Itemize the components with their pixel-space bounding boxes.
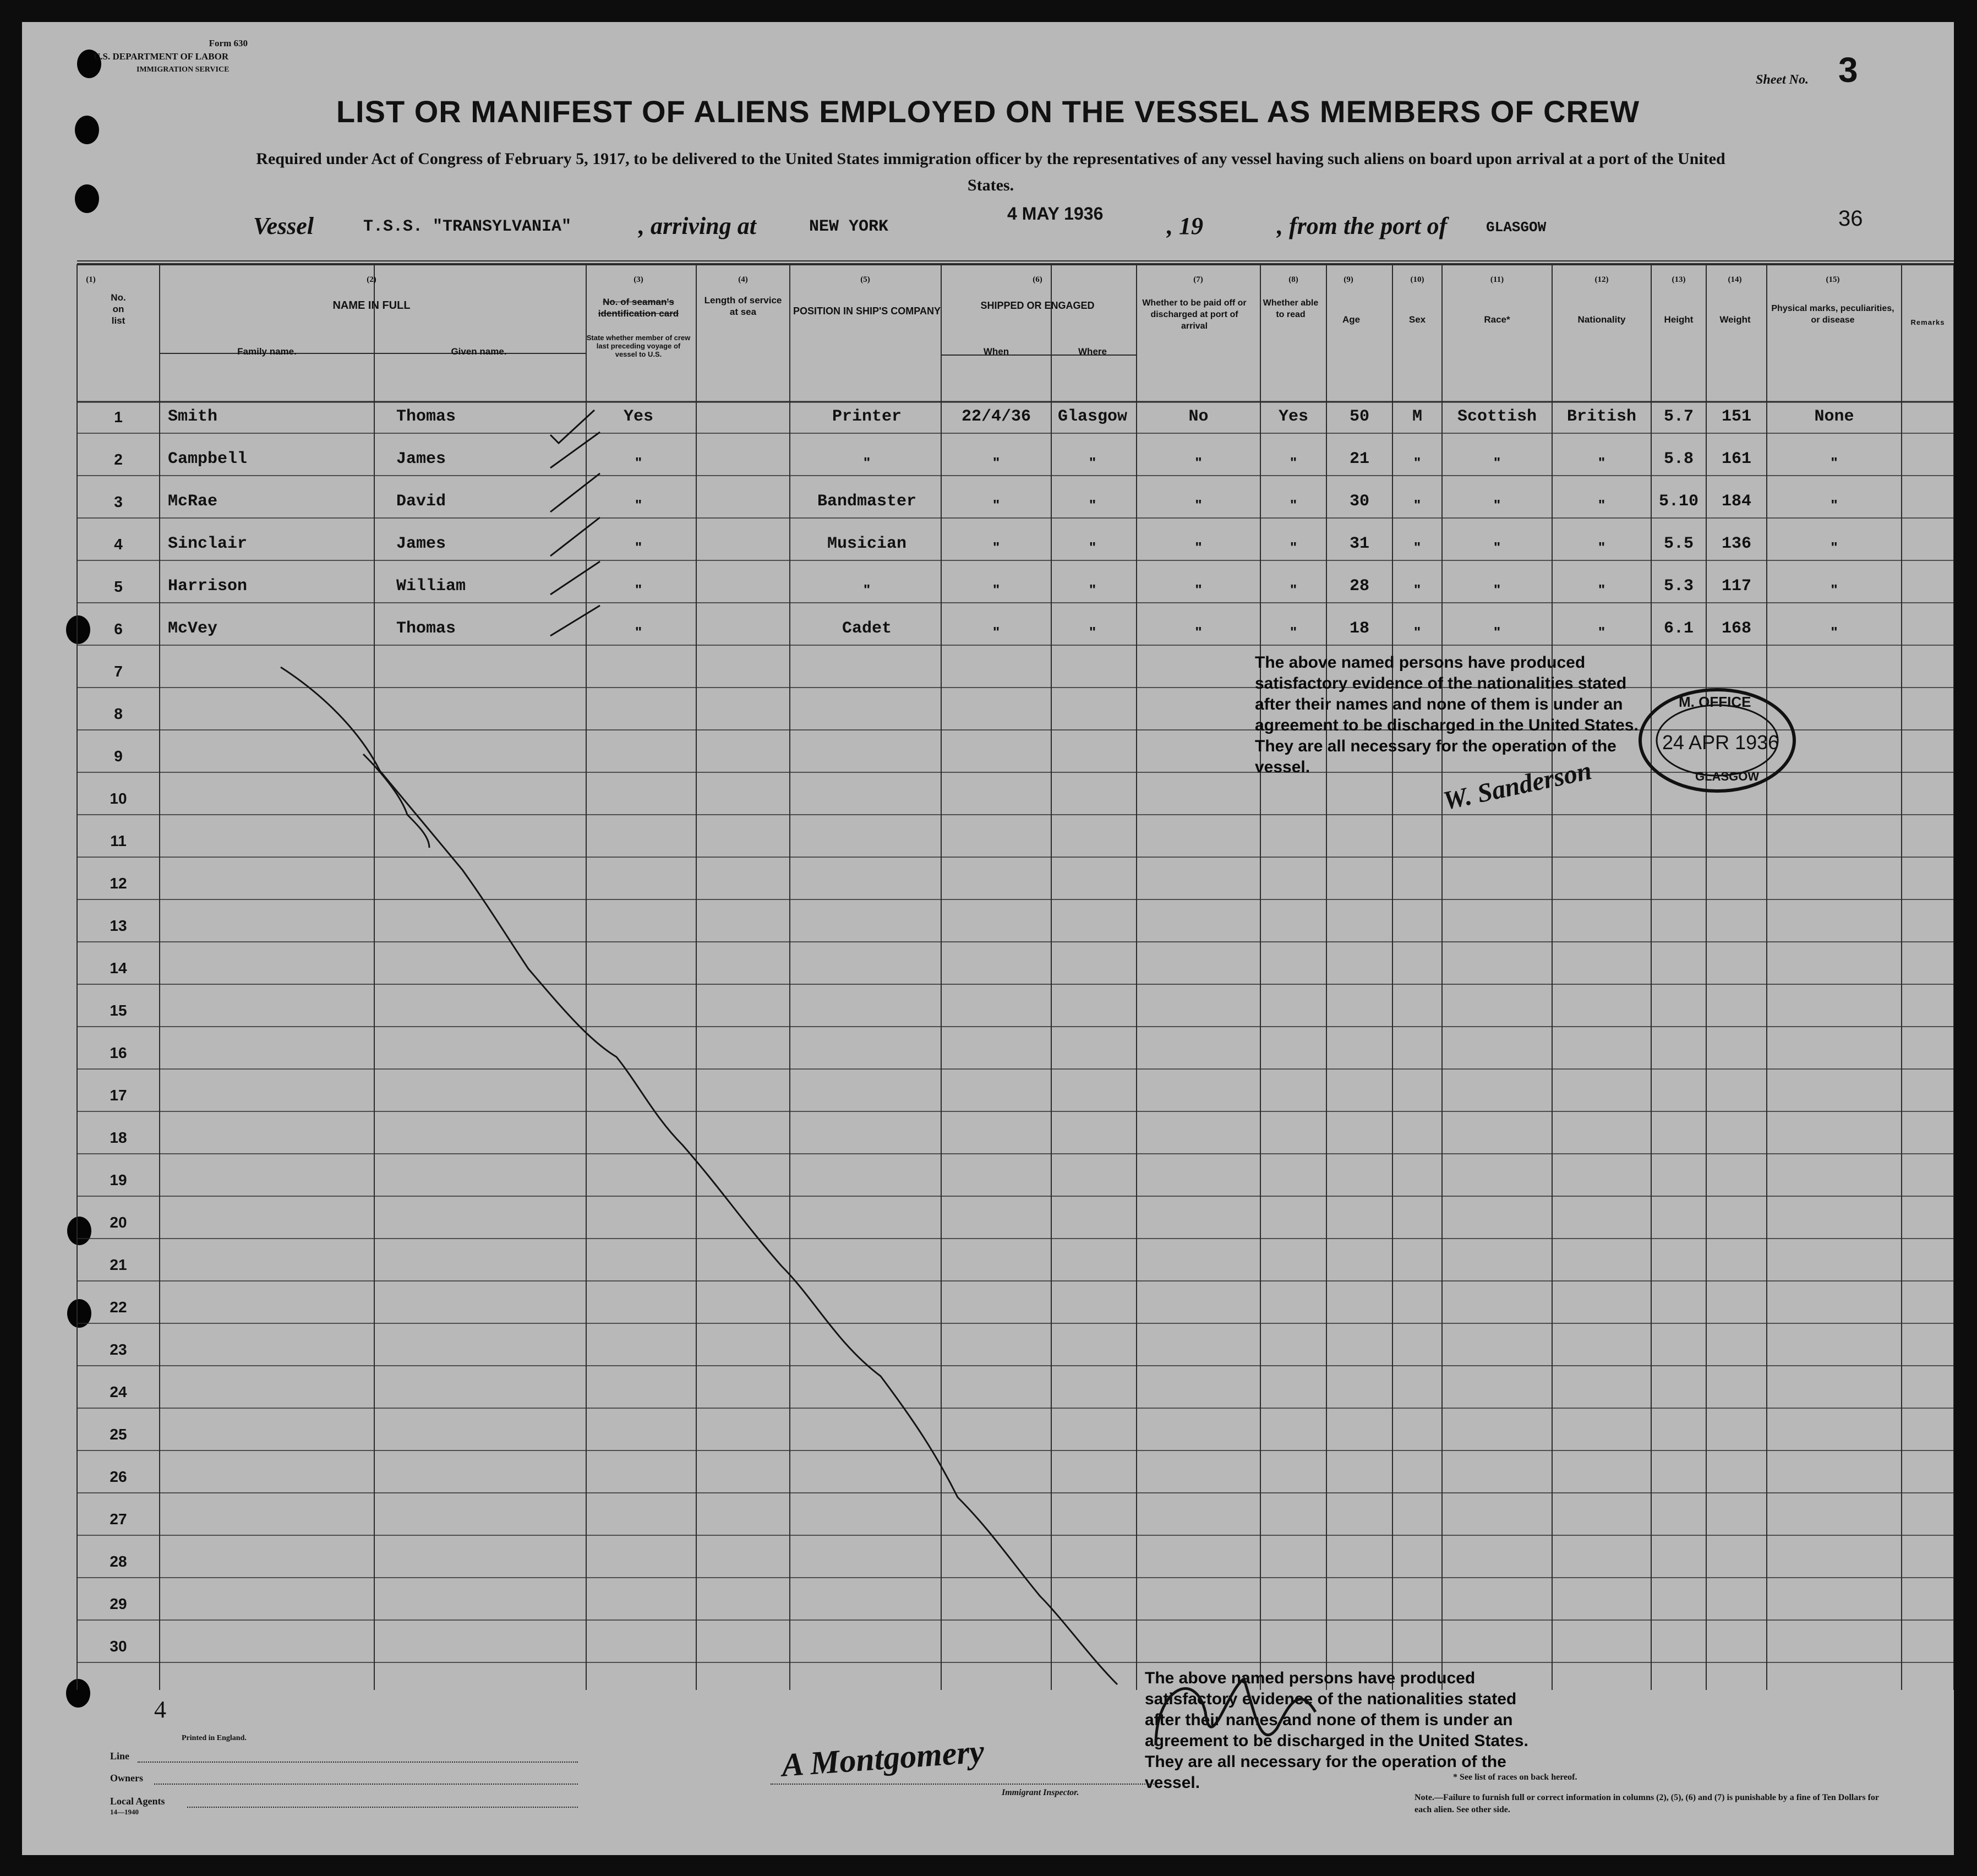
row-number: 16: [110, 1044, 127, 1061]
column-number: (1): [86, 275, 96, 284]
header-physical-marks: Physical marks, peculiarities, or disease: [1771, 304, 1894, 325]
row-number: 14: [110, 959, 127, 977]
stamp-date: 24 APR 1936: [1662, 731, 1779, 754]
crew-cell-marks: ": [1831, 539, 1838, 555]
row-number: 18: [110, 1129, 127, 1146]
crew-cell-height: 5.5: [1663, 535, 1694, 553]
row-number: 30: [110, 1638, 127, 1655]
crew-cell-when: ": [992, 497, 1000, 513]
row-number: 7: [114, 663, 123, 680]
crew-cell-paid-off: ": [1195, 539, 1202, 555]
crew-cell-age: 30: [1349, 492, 1369, 511]
row-number: 2: [114, 451, 123, 468]
races-note: * See list of races on back hereof.: [1453, 1773, 1577, 1782]
crew-cell-prev-voyage: ": [635, 454, 642, 471]
header-name-in-full: NAME IN FULL: [332, 299, 411, 312]
row-number: 22: [110, 1299, 127, 1316]
crew-cell-when: 22/4/36: [961, 407, 1031, 426]
arriving-label: , arriving at: [638, 212, 756, 239]
crew-cell-prev-voyage: ": [635, 581, 642, 598]
row-number: 8: [114, 705, 123, 722]
local-agents-field: [187, 1807, 578, 1808]
crew-cell-nationality: ": [1598, 454, 1605, 471]
vessel-name: T.S.S. "TRANSYLVANIA": [363, 217, 572, 236]
crew-cell-race: ": [1493, 581, 1501, 598]
crew-cell-prev-voyage: ": [635, 624, 642, 640]
crew-cell-prev-voyage: Yes: [623, 407, 653, 426]
sheet-label: Sheet No.: [1756, 73, 1809, 87]
master-signature: W. Sanderson: [1440, 756, 1594, 816]
crew-cell-nationality: British: [1566, 407, 1637, 426]
row-number: 25: [110, 1426, 127, 1443]
crew-cell-height: 5.3: [1663, 577, 1694, 596]
row-number: 9: [114, 748, 123, 765]
crew-cell-where: Glasgow: [1057, 407, 1128, 426]
header-height: Height: [1664, 314, 1694, 325]
crew-cell-height: 5.7: [1663, 407, 1694, 426]
crew-cell-height: 5.8: [1663, 450, 1694, 468]
row-number: 13: [110, 917, 127, 934]
crew-cell-given: James: [396, 535, 446, 553]
owners-field: [154, 1784, 578, 1785]
margin-mark: 4: [154, 1696, 166, 1723]
crew-cell-marks: ": [1831, 497, 1838, 513]
column-number: (13): [1672, 275, 1686, 284]
row-number: 19: [110, 1171, 127, 1188]
header-when: When: [983, 346, 1009, 357]
manifest-sheet: [22, 22, 1954, 1855]
header-nationality: Nationality: [1577, 314, 1626, 325]
row-number: 3: [114, 493, 123, 510]
crew-cell-position: Musician: [827, 535, 907, 553]
column-number: (10): [1410, 275, 1424, 284]
row-number: 20: [110, 1214, 127, 1231]
crew-cell-weight: 117: [1721, 577, 1751, 596]
scribble-mark: [1068, 1646, 1343, 1767]
column-number: (15): [1826, 275, 1840, 284]
header-paid-off: Whether to be paid off or discharged at port of arrival: [1142, 298, 1247, 331]
crew-cell-family: Harrison: [168, 577, 248, 596]
crew-cell-where: ": [1089, 624, 1096, 640]
header-position: POSITION IN SHIP'S COMPANY: [793, 306, 941, 317]
header-given-name: Given name.: [451, 346, 507, 357]
crew-cell-marks: ": [1831, 454, 1838, 471]
crew-cell-race: Scottish: [1457, 407, 1537, 426]
crew-cell-sex: ": [1413, 581, 1421, 598]
arrival-port: NEW YORK: [809, 217, 889, 236]
crew-cell-age: 18: [1349, 619, 1369, 638]
row-number: 10: [110, 790, 127, 807]
crew-cell-weight: 184: [1721, 492, 1751, 511]
crew-cell-sex: ": [1413, 497, 1421, 513]
crew-cell-age: 28: [1349, 577, 1369, 596]
header-able-to-read: Whether able to read: [1263, 298, 1319, 319]
column-number: (6): [1033, 275, 1042, 284]
crew-cell-position: Bandmaster: [817, 492, 917, 511]
crew-cell-race: ": [1493, 454, 1501, 471]
crew-cell-read: ": [1290, 624, 1297, 640]
column-number: (12): [1594, 275, 1609, 284]
crew-cell-age: 21: [1349, 450, 1369, 468]
crew-cell-given: James: [396, 450, 446, 468]
crew-cell-nationality: ": [1598, 539, 1605, 555]
page-title: LIST OR MANIFEST OF ALIENS EMPLOYED ON THE VESSEL AS MEMBERS OF CREW: [336, 94, 1640, 129]
row-number: 28: [110, 1553, 127, 1570]
row-number: 12: [110, 875, 127, 892]
margin-number: 36: [1838, 206, 1863, 231]
header-weight: Weight: [1719, 314, 1751, 325]
row-number: 15: [110, 1002, 127, 1019]
year-label: , 19: [1167, 212, 1203, 239]
crew-cell-where: ": [1089, 497, 1096, 513]
crew-cell-marks: ": [1831, 624, 1838, 640]
column-number: (11): [1490, 275, 1504, 284]
crew-cell-height: 6.1: [1663, 619, 1694, 638]
header-shipped-or-engaged: SHIPPED OR ENGAGED: [980, 300, 1095, 311]
row-number: 26: [110, 1468, 127, 1485]
crew-cell-weight: 151: [1721, 407, 1751, 426]
header-id-card-note: State whether member of crew last preceding voyage of vessel to U.S.: [586, 334, 691, 358]
local-agents-label: Local Agents: [110, 1796, 165, 1807]
row-number: 6: [114, 620, 123, 637]
crew-cell-family: Smith: [168, 407, 218, 426]
crew-cell-position: Cadet: [842, 619, 892, 638]
crew-cell-where: ": [1089, 539, 1096, 555]
crew-cell-weight: 136: [1721, 535, 1751, 553]
crew-cell-read: ": [1290, 497, 1297, 513]
crew-cell-paid-off: ": [1195, 497, 1202, 513]
crew-cell-race: ": [1493, 624, 1501, 640]
row-number: 1: [114, 408, 123, 426]
row-number: 23: [110, 1341, 127, 1358]
row-number: 21: [110, 1256, 127, 1273]
crew-cell-when: ": [992, 454, 1000, 471]
row-number: 27: [110, 1510, 127, 1528]
row-number: 24: [110, 1383, 127, 1400]
crew-cell-race: ": [1493, 497, 1501, 513]
header-sex: Sex: [1408, 314, 1426, 325]
crew-cell-given: William: [396, 577, 466, 596]
crew-cell-paid-off: ": [1195, 454, 1202, 471]
crew-cell-age: 50: [1349, 407, 1369, 426]
crew-cell-family: Campbell: [168, 450, 248, 468]
inspector-line: [771, 1784, 1156, 1785]
vessel-label: Vessel: [253, 212, 314, 239]
crew-cell-age: 31: [1349, 535, 1369, 553]
crew-cell-prev-voyage: ": [635, 497, 642, 513]
header-no-on-list: No. on list: [111, 292, 126, 326]
header-length-of-service: Length of service at sea: [704, 295, 782, 317]
crew-cell-where: ": [1089, 454, 1096, 471]
header-remarks: Remarks: [1910, 318, 1945, 326]
crew-cell-height: 5.10: [1658, 492, 1699, 511]
header-id-card-struck: No. of seaman's identification card: [598, 297, 679, 319]
row-number: 11: [110, 832, 127, 849]
header-age: Age: [1342, 314, 1361, 325]
page-subtitle: Required under Act of Congress of February 5, 1917, to be delivered to the United States immigration officer by the representatives of any vessel having such aliens on board upon arrival at a port of the United States.: [256, 150, 1725, 194]
crew-cell-paid-off: No: [1188, 407, 1209, 426]
crew-cell-nationality: ": [1598, 624, 1605, 640]
crew-cell-given: Thomas: [396, 407, 456, 426]
from-port-label: , from the port of: [1277, 212, 1448, 239]
form-number: Form 630: [209, 38, 248, 48]
row-number: 4: [114, 536, 123, 553]
line-label: Line: [110, 1750, 130, 1762]
arrival-date-stamp: 4 MAY 1936: [1007, 204, 1104, 223]
header-where: Where: [1078, 346, 1107, 357]
certification-text-upper: The above named persons have produced satisfactory evidence of the nationalities stated after their names and none of them is under an agreement to be discharged in the United States. They are all necessary for the operation of the vessel.: [1255, 653, 1639, 776]
sheet-number: 3: [1838, 50, 1858, 90]
crew-cell-weight: 161: [1721, 450, 1751, 468]
crew-cell-position: ": [863, 581, 871, 598]
crew-cell-paid-off: ": [1195, 581, 1202, 598]
service-name: IMMIGRATION SERVICE: [136, 66, 230, 74]
crew-cell-marks: None: [1814, 407, 1854, 426]
crew-cell-sex: ": [1413, 539, 1421, 555]
crew-cell-read: Yes: [1278, 407, 1308, 426]
crew-cell-sex: ": [1413, 454, 1421, 471]
crew-cell-when: ": [992, 539, 1000, 555]
check-marks: [22, 22, 1954, 1855]
department-name: U.S. DEPARTMENT OF LABOR: [94, 51, 229, 62]
crew-cell-family: McVey: [168, 619, 218, 638]
crew-cell-race: ": [1493, 539, 1501, 555]
stamp-top-text: M. OFFICE: [1679, 694, 1751, 710]
crew-cell-given: Thomas: [396, 619, 456, 638]
departure-port: GLASGOW: [1486, 219, 1547, 236]
crew-cell-prev-voyage: ": [635, 539, 642, 555]
crew-cell-given: David: [396, 492, 446, 511]
form-code: 14—1940: [110, 1808, 139, 1816]
column-number: (2): [367, 275, 376, 284]
crew-cell-sex: M: [1412, 407, 1422, 426]
crew-cell-paid-off: ": [1195, 624, 1202, 640]
crew-cell-where: ": [1089, 581, 1096, 598]
line-field: [138, 1762, 578, 1763]
crew-cell-nationality: ": [1598, 581, 1605, 598]
crew-cell-family: Sinclair: [168, 535, 248, 553]
column-number: (4): [738, 275, 748, 284]
certification-text-lower: The above named persons have produced satisfactory evidence of the nationalities stated after their names and none of them is under an agreement to be discharged in the United States. They are all necessary for the operation of the vessel.: [1145, 1669, 1528, 1792]
header-race: Race*: [1484, 314, 1510, 325]
crew-cell-read: ": [1290, 539, 1297, 555]
crew-cell-when: ": [992, 624, 1000, 640]
row-number: 17: [110, 1087, 127, 1104]
crew-cell-nationality: ": [1598, 497, 1605, 513]
column-number: (3): [633, 275, 643, 284]
inspector-signature: A Montgomery: [780, 1733, 986, 1784]
inspector-label: Immigrant Inspector.: [1002, 1788, 1079, 1797]
fine-note: Note.—Failure to furnish full or correct information in columns (2), (5), (6) and (7) is punishable by a fine of Ten Dollars for each alien. See other side.: [1415, 1793, 1879, 1814]
crew-cell-marks: ": [1831, 581, 1838, 598]
crew-cell-sex: ": [1413, 624, 1421, 640]
owners-label: Owners: [110, 1773, 143, 1784]
header-family-name: Family name.: [237, 346, 297, 357]
column-number: (8): [1288, 275, 1298, 284]
crew-cell-family: McRae: [168, 492, 218, 511]
printed-in-england: Printed in England.: [182, 1734, 247, 1742]
column-number: (7): [1193, 275, 1203, 284]
stamp-bottom-text: GLASGOW: [1695, 770, 1760, 783]
crew-cell-position: Printer: [832, 407, 902, 426]
crew-cell-read: ": [1290, 581, 1297, 598]
crew-cell-position: ": [863, 454, 871, 471]
column-number: (5): [860, 275, 870, 284]
column-number: (14): [1728, 275, 1742, 284]
column-number: (9): [1344, 275, 1353, 284]
row-number: 29: [110, 1595, 127, 1612]
crew-cell-when: ": [992, 581, 1000, 598]
crew-cell-weight: 168: [1721, 619, 1751, 638]
crew-cell-read: ": [1290, 454, 1297, 471]
row-number: 5: [114, 578, 123, 595]
